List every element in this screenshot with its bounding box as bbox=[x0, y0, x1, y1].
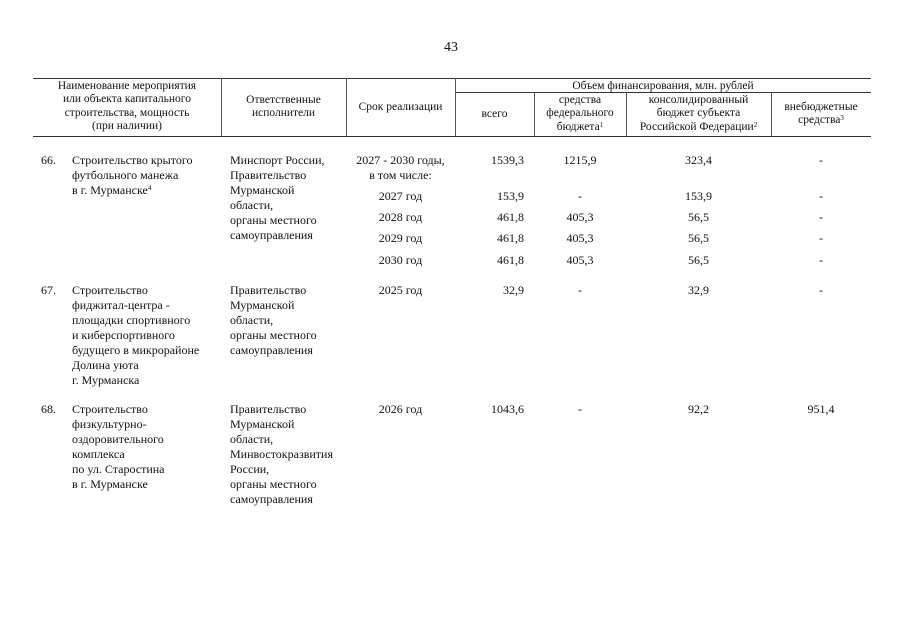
header-regional-footnote: 2 bbox=[753, 120, 758, 129]
row-offbudget: - bbox=[819, 210, 823, 224]
header-offbudget-footnote: 3 bbox=[840, 114, 844, 123]
row-term: 2027 год bbox=[378, 189, 423, 203]
row-name: Строительство фиджитал-центра - площадки спортивного и киберспортивного будущего в микрорайоне Долина уюта г. Мурманска bbox=[72, 283, 200, 387]
row-offbudget: - bbox=[819, 283, 823, 297]
row-federal: - bbox=[578, 189, 582, 203]
row-term: 2027 - 2030 годы, в том числе: bbox=[356, 153, 445, 182]
row-regional: 92,2 bbox=[688, 402, 709, 416]
row-federal: 405,3 bbox=[566, 210, 594, 224]
row-offbudget: - bbox=[819, 189, 823, 203]
header-executors: Ответственные исполнители bbox=[246, 94, 321, 120]
row-regional: 56,5 bbox=[688, 231, 709, 245]
header-name: Наименование мероприятия или объекта капитального строительства, мощность (при наличии) bbox=[57, 80, 197, 133]
header-regional-text: консолидированный бюджет субъекта Российской Федерации bbox=[639, 94, 754, 133]
row-number: 68. bbox=[41, 402, 56, 416]
row-name-text: Строительство крытого футбольного манежа в г. Мурманске bbox=[72, 153, 193, 197]
row-total: 461,8 bbox=[497, 210, 524, 224]
row-total: 153,9 bbox=[497, 189, 524, 203]
row-offbudget: - bbox=[819, 153, 823, 167]
header-bottom-rule bbox=[33, 136, 871, 137]
row-term: 2025 год bbox=[378, 283, 423, 297]
row-regional: 153,9 bbox=[685, 189, 712, 203]
row-federal: 405,3 bbox=[566, 231, 594, 245]
row-number: 67. bbox=[41, 283, 56, 297]
row-federal: - bbox=[578, 402, 582, 416]
row-regional: 32,9 bbox=[688, 283, 709, 297]
row-total: 32,9 bbox=[503, 283, 524, 297]
row-offbudget: - bbox=[819, 231, 823, 245]
page-number: 43 bbox=[444, 40, 458, 55]
header-offbudget bbox=[771, 101, 871, 128]
row-regional: 323,4 bbox=[685, 153, 712, 167]
header-regional bbox=[626, 94, 771, 134]
header-federal-footnote: 1 bbox=[599, 120, 604, 129]
row-term: 2028 год bbox=[378, 210, 423, 224]
row-term: 2029 год bbox=[378, 231, 423, 245]
row-executors: Правительство Мурманской области, Минвостокразвития России, органы местного самоуправления bbox=[230, 402, 333, 506]
row-number: 66. bbox=[41, 153, 56, 167]
row-regional: 56,5 bbox=[688, 210, 709, 224]
row-offbudget: 951,4 bbox=[807, 402, 835, 416]
row-offbudget: - bbox=[819, 253, 823, 267]
row-name bbox=[72, 153, 192, 198]
row-term: 2030 год bbox=[378, 253, 423, 267]
header-total: всего bbox=[481, 108, 508, 120]
row-name: Строительство физкультурно- оздоровительного комплекса по ул. Старостина в г. Мурманске bbox=[72, 402, 165, 491]
row-federal: - bbox=[578, 283, 582, 297]
header-federal bbox=[534, 94, 626, 134]
row-federal: 1215,9 bbox=[563, 153, 597, 167]
row-total: 461,8 bbox=[497, 253, 524, 267]
header-funding: Объем финансирования, млн. рублей bbox=[572, 80, 754, 92]
row-executors: Правительство Мурманской области, органы местного самоуправления bbox=[230, 283, 317, 357]
row-total: 1539,3 bbox=[491, 153, 524, 167]
header-top-rule bbox=[33, 78, 871, 79]
row-name-footnote: 4 bbox=[147, 184, 152, 192]
row-total: 1043,6 bbox=[491, 402, 524, 416]
header-offbudget-text: внебюджетные средства bbox=[784, 101, 858, 127]
row-federal: 405,3 bbox=[566, 253, 594, 267]
row-regional: 56,5 bbox=[688, 253, 709, 267]
header-federal-text: средства федерального бюджета bbox=[546, 94, 614, 133]
row-term: 2026 год bbox=[378, 402, 423, 416]
row-executors: Минспорт России, Правительство Мурманской области, органы местного самоуправления bbox=[230, 153, 325, 242]
row-total: 461,8 bbox=[497, 231, 524, 245]
header-term: Срок реализации bbox=[358, 101, 443, 113]
